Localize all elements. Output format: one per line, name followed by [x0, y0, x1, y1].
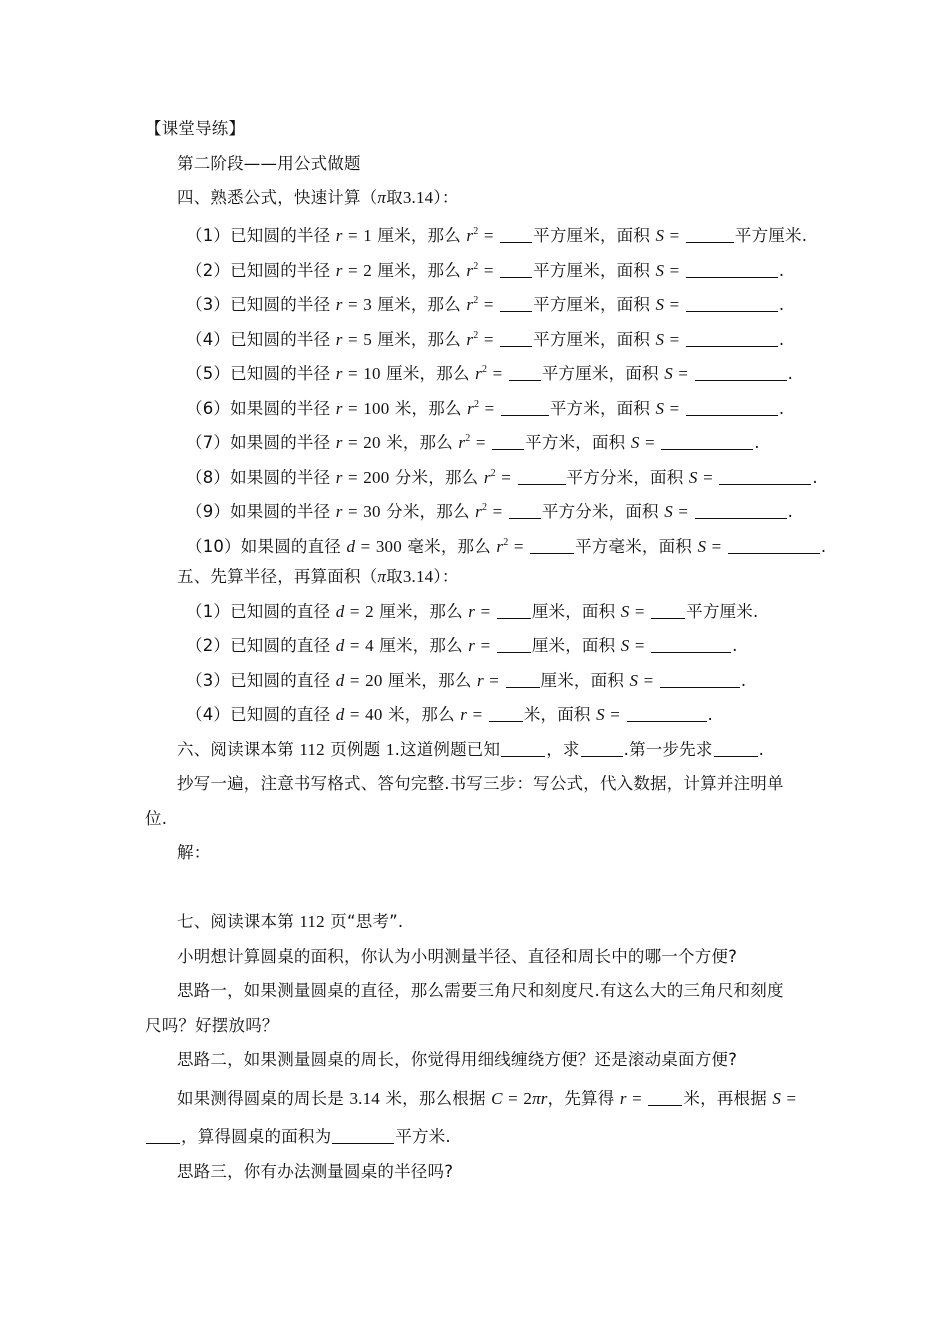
s4-item-8: （8）如果圆的半径 r = 200 分米，那么 $r^2$ = 平方分米，面积 S = . [186, 468, 818, 487]
answer-blank[interactable] [497, 602, 531, 619]
answer-blank[interactable] [728, 537, 820, 554]
answer-blank[interactable] [501, 399, 549, 416]
section6-line1: 六、阅读课本第 112 页例题 1.这道例题已知 ，求 .第一步先求 . [177, 740, 765, 759]
answer-blank[interactable] [492, 433, 524, 450]
answer-blank[interactable] [530, 537, 574, 554]
s5-item-3: （3）已知圆的直径 d = 20 厘米，那么 r = 厘米，面积 S = . [186, 671, 747, 690]
s4-item-3: （3）已知圆的半径 r = 3 厘米，那么 $r^2$ = 平方厘米，面积 S = . [186, 295, 785, 314]
answer-blank[interactable] [719, 468, 811, 485]
s5-item-2: （2）已知圆的直径 d = 4 厘米，那么 r = 厘米，面积 S = . [186, 636, 738, 655]
answer-blank[interactable] [500, 330, 532, 347]
idea1-line1: 思路一，如果测量圆桌的直径，那么需要三角尺和刻度尺.有这么大的三角尺和刻度 [177, 981, 784, 1000]
s5-item-1: （1）已知圆的直径 d = 2 厘米，那么 r = 厘米，面积 S = 平方厘米. [186, 602, 759, 621]
stage-title: 第二阶段——用公式做题 [177, 154, 361, 173]
calc-line1: 如果测得圆桌的周长是 3.14 米，那么根据 C = 2πr，先算得 r = 米，再根据 S = [177, 1089, 797, 1108]
answer-blank[interactable] [501, 740, 545, 757]
section6-line2: 抄写一遍，注意书写格式、答句完整.书写三步：写公式，代入数据，计算并注明单 [177, 774, 784, 793]
solution-label: 解： [177, 843, 211, 862]
answer-blank[interactable] [686, 295, 778, 312]
idea2: 思路二，如果测量圆桌的周长，你觉得用细线缠绕方便？还是滚动桌面方便? [177, 1050, 738, 1069]
section7-title: 七、阅读课本第 112 页“思考”. [177, 912, 404, 931]
s4-item-2: （2）已知圆的半径 r = 2 厘米，那么 $r^2$ = 平方厘米，面积 S = . [186, 261, 785, 280]
s4-item-4: （4）已知圆的半径 r = 5 厘米，那么 $r^2$ = 平方厘米，面积 S = . [186, 330, 785, 349]
s4-item-5: （5）已知圆的半径 r = 10 厘米，那么 $r^2$ = 平方厘米，面积 S = . [186, 364, 794, 383]
answer-blank[interactable] [695, 502, 787, 519]
answer-blank[interactable] [506, 671, 540, 688]
s5-item-4: （4）已知圆的直径 d = 40 米，那么 r = 米，面积 S = . [186, 705, 713, 724]
s4-item-7: （7）如果圆的半径 r = 20 米，那么 $r^2$ = 平方米，面积 S = . [186, 433, 760, 452]
s4-item-1: （1）已知圆的半径 r = 1 厘米，那么 $r^2$ = 平方厘米，面积 S = 平方厘米. [186, 226, 808, 245]
s4-item-9: （9）如果圆的半径 r = 30 分米，那么 $r^2$ = 平方分米，面积 S = . [186, 502, 794, 521]
idea3: 思路三，你有办法测量圆桌的半径吗? [177, 1162, 454, 1181]
answer-blank[interactable] [651, 636, 731, 653]
s4-item-10: （10）如果圆的直径 d = 300 毫米，那么 $r^2$ = 平方毫米，面积 S = . [186, 537, 827, 556]
section4-title: 四、熟悉公式，快速计算（π取3.14）： [177, 188, 459, 207]
answer-blank[interactable] [648, 1089, 682, 1106]
answer-blank[interactable] [686, 226, 734, 243]
section7-question: 小明想计算圆桌的面积，你认为小明测量半径、直径和周长中的哪一个方便? [177, 947, 738, 966]
s4-item-6: （6）如果圆的半径 r = 100 米，那么 $r^2$ = 平方米，面积 S = . [186, 399, 785, 418]
answer-blank[interactable] [686, 330, 778, 347]
answer-blank[interactable] [332, 1127, 394, 1144]
answer-blank[interactable] [509, 364, 541, 381]
answer-blank[interactable] [581, 740, 623, 757]
answer-blank[interactable] [500, 295, 532, 312]
answer-blank[interactable] [661, 433, 753, 450]
answer-blank[interactable] [146, 1127, 180, 1144]
answer-blank[interactable] [518, 468, 566, 485]
section6-line3: 位. [145, 809, 168, 828]
pi-symbol: π [377, 188, 387, 207]
answer-blank[interactable] [497, 636, 531, 653]
section5-title: 五、先算半径，再算面积（π取3.14）： [177, 567, 459, 586]
heading: 【课堂导练】 [145, 119, 246, 138]
answer-blank[interactable] [695, 364, 787, 381]
answer-blank[interactable] [714, 740, 758, 757]
answer-blank[interactable] [627, 705, 707, 722]
pi-symbol: π [377, 567, 387, 586]
answer-blank[interactable] [500, 226, 532, 243]
idea1-line2: 尺吗？好摆放吗？ [145, 1016, 279, 1035]
calc-line2: ，算得圆桌的面积为 平方米. [145, 1126, 451, 1148]
answer-blank[interactable] [660, 671, 740, 688]
answer-blank[interactable] [651, 602, 685, 619]
answer-blank[interactable] [686, 261, 778, 278]
answer-blank[interactable] [489, 705, 523, 722]
answer-blank[interactable] [686, 399, 778, 416]
answer-blank[interactable] [500, 261, 532, 278]
answer-blank[interactable] [509, 502, 541, 519]
